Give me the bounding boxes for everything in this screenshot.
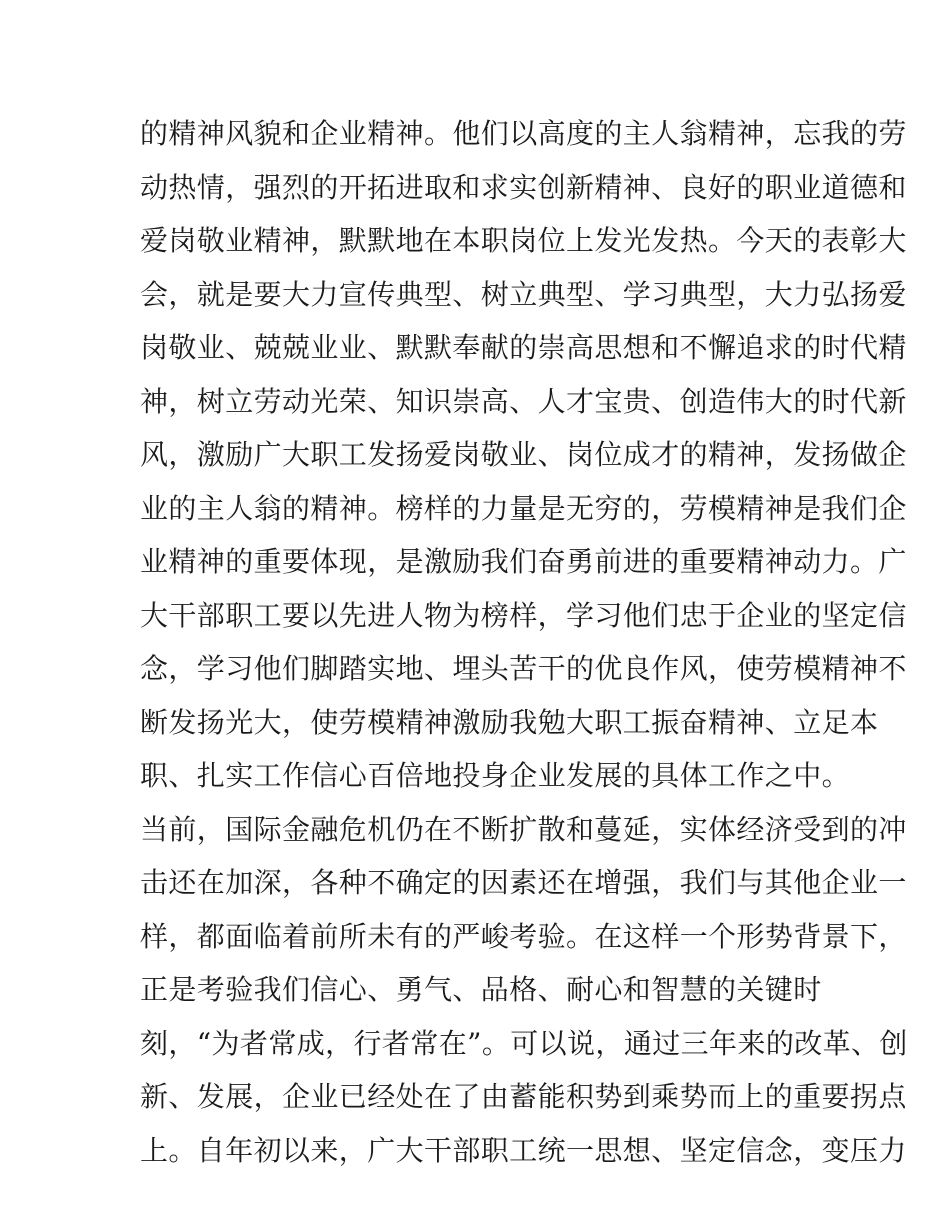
text-line: 击还在加深，各种不确定的因素还在增强，我们与其他企业一	[140, 866, 907, 899]
text-line: 刻，“为者常成，行者常在”。可以说，通过三年来的改革、创	[140, 1026, 908, 1060]
text-line: 上。自年初以来，广大干部职工统一思想、坚定信念，变压力	[140, 1133, 907, 1167]
text-line: 新、发展，企业已经处在了由蓄能积势到乘势而上的重要拐点	[140, 1080, 907, 1113]
text-line: 当前，国际金融危机仍在不断扩散和蔓延，实体经济受到的冲	[140, 812, 907, 846]
text-line: 的精神风貌和企业精神。他们以高度的主人翁精神，忘我的劳	[140, 117, 907, 150]
body-text	[140, 107, 908, 1177]
text-line: 岗敬业、兢兢业业、默默奉献的崇高思想和不懈追求的时代精	[140, 331, 907, 364]
text-line: 业的主人翁的精神。榜样的力量是无穷的，劳模精神是我们企	[140, 491, 907, 525]
text-line: 业精神的重要体现，是激励我们奋勇前进的重要精神动力。广	[140, 545, 907, 578]
text-line: 断发扬光大，使劳模精神激励我勉大职工振奋精神、立足本	[140, 705, 879, 739]
text-line: 神，树立劳动光荣、知识崇高、人才宝贵、创造伟大的时代新	[140, 384, 907, 418]
text-line: 念，学习他们脚踏实地、埋头苦干的优良作风，使劳模精神不	[140, 652, 907, 685]
text-line: 大干部职工要以先进人物为榜样，学习他们忠于企业的坚定信	[140, 598, 907, 632]
text-line: 正是考验我们信心、勇气、品格、耐心和智慧的关键时	[140, 973, 822, 1006]
text-line: 动热情，强烈的开拓进取和求实创新精神、良好的职业道德和	[140, 170, 907, 204]
text-line: 风，激励广大职工发扬爱岗敬业、岗位成才的精神，发扬做企	[140, 438, 907, 471]
text-line: 会，就是要大力宣传典型、树立典型、学习典型，大力弘扬爱	[140, 277, 907, 311]
text-line: 职、扎实工作信心百倍地投身企业发展的具体工作之中。	[140, 759, 851, 792]
text-line: 样，都面临着前所未有的严峻考验。在这样一个形势背景下，	[140, 919, 907, 953]
text-line: 爱岗敬业精神，默默地在本职岗位上发光发热。今天的表彰大	[140, 224, 907, 257]
